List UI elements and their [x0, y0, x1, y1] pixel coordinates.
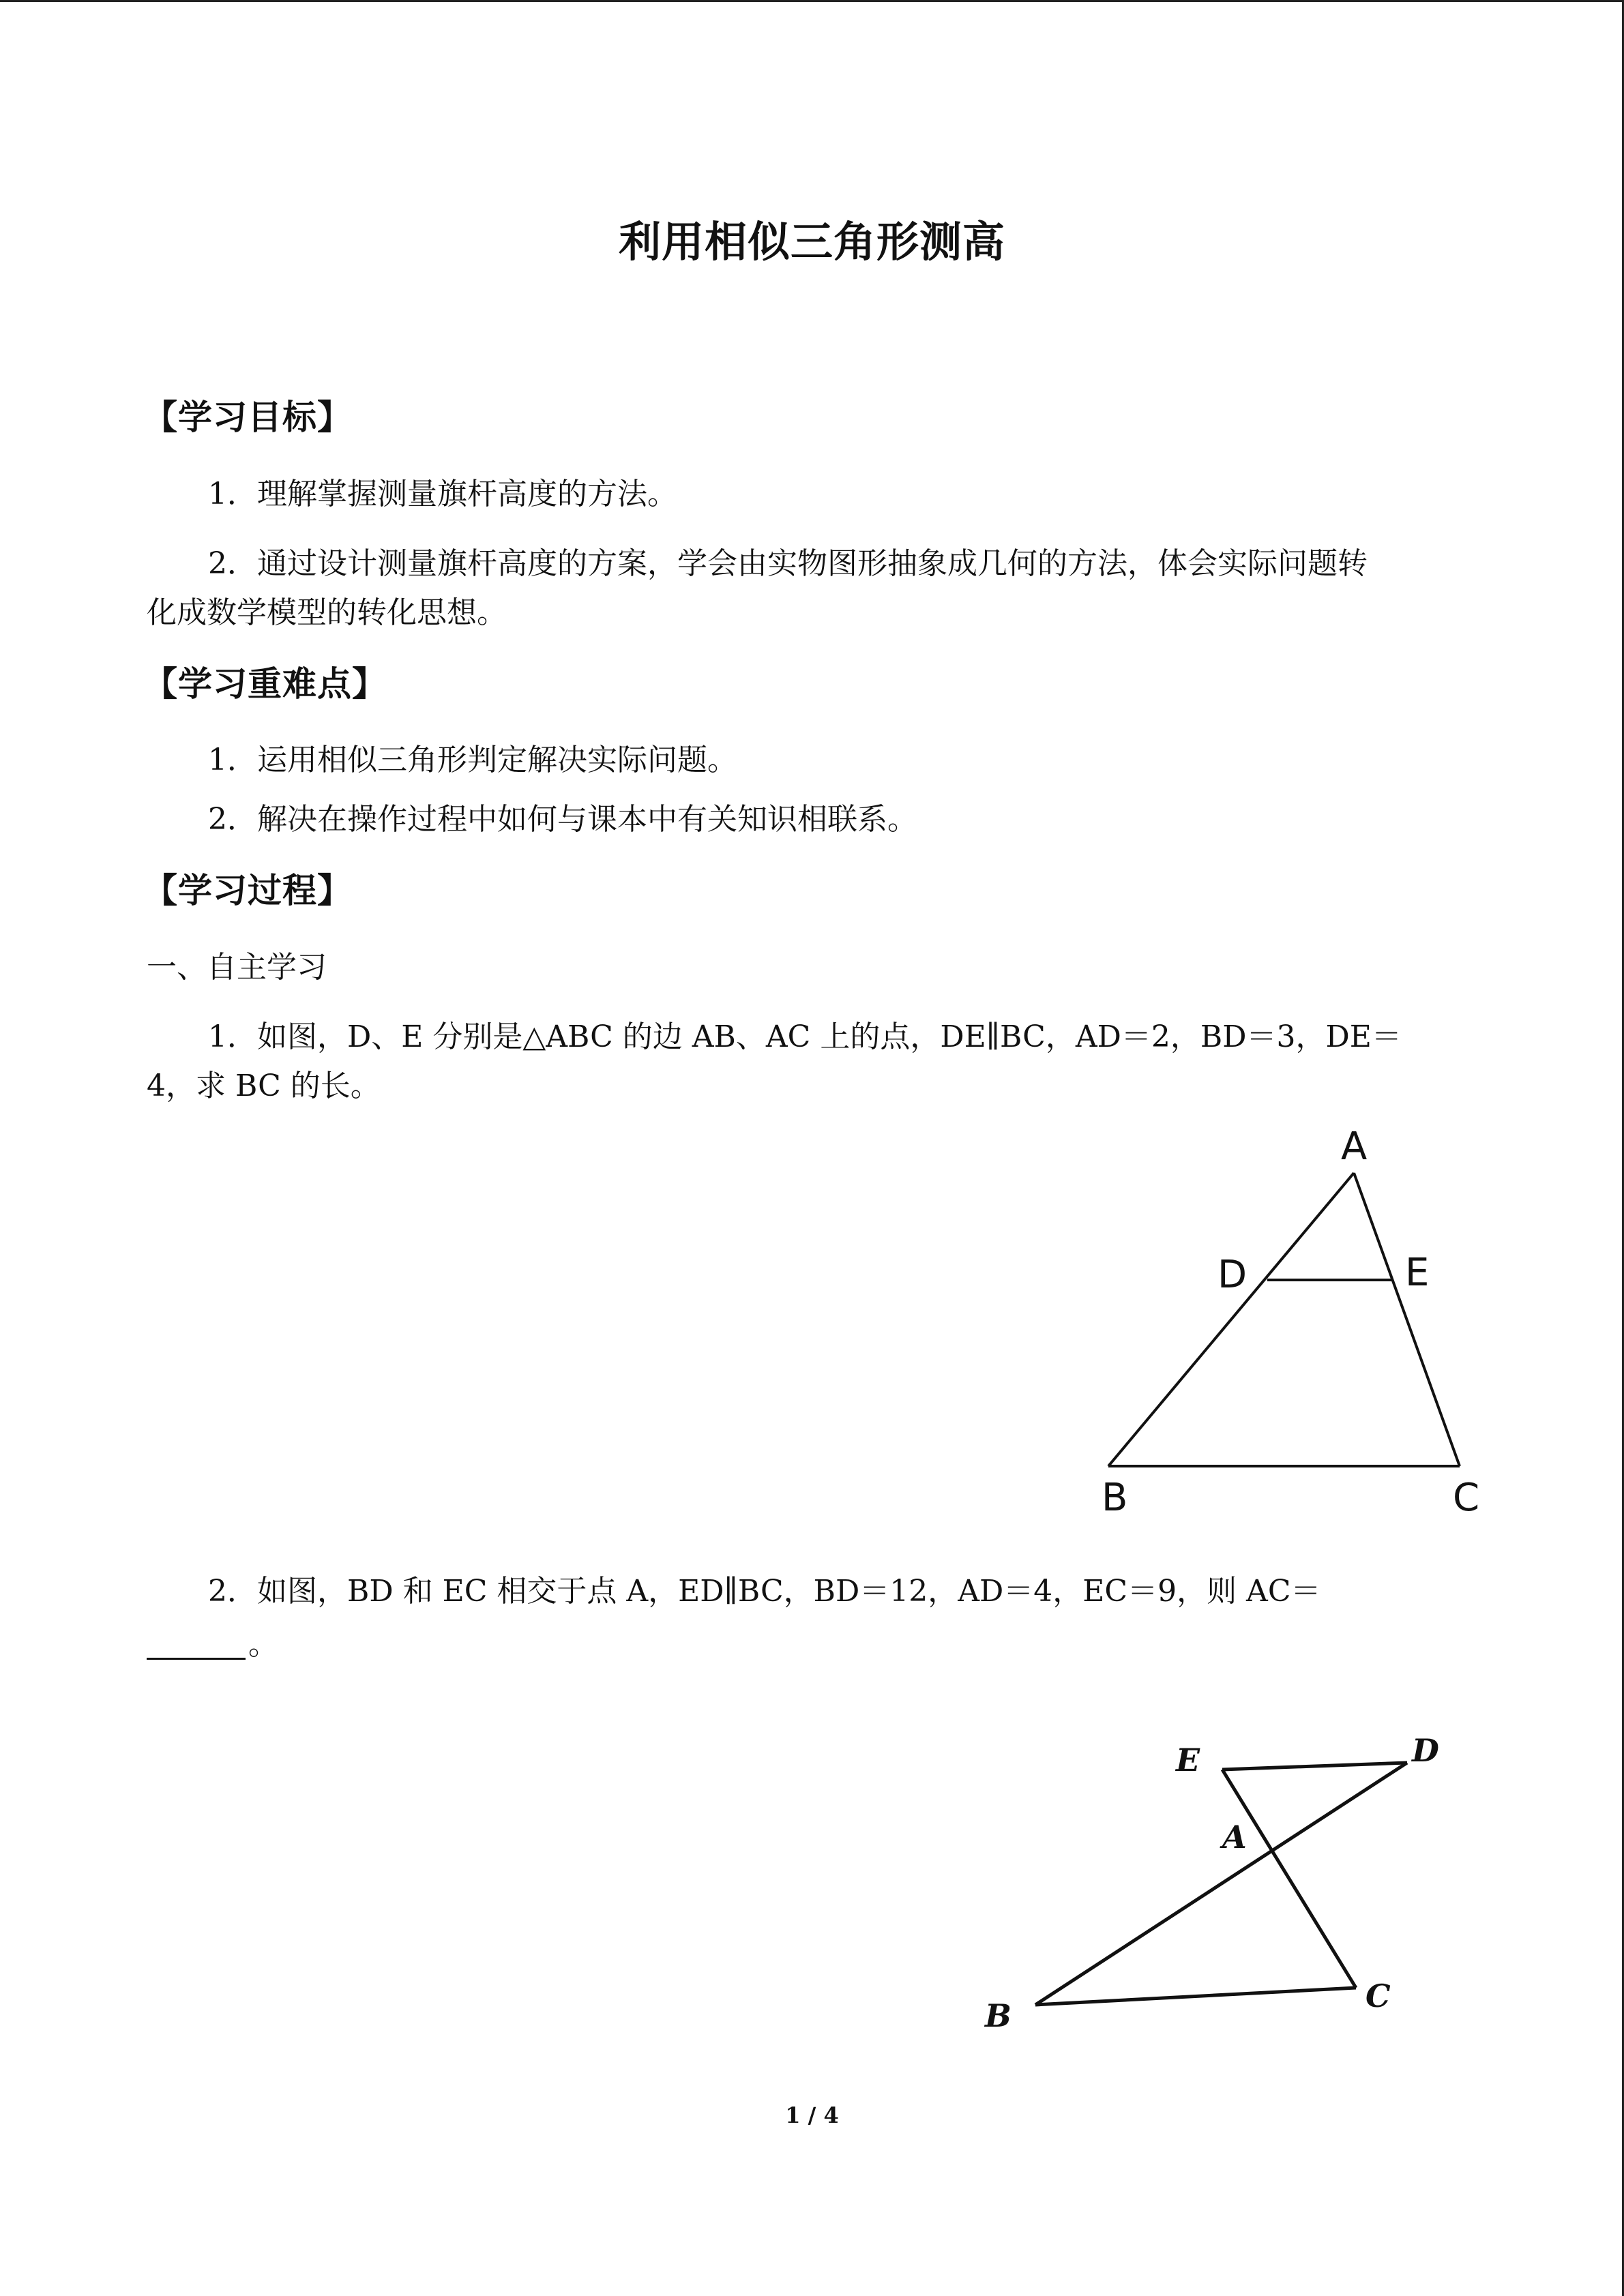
segment-bd	[1035, 1763, 1407, 2005]
label-b: B	[1102, 1476, 1128, 1520]
key-point-item-1: 1．运用相似三角形判定解决实际问题。	[208, 743, 737, 777]
label-b: B	[985, 1997, 1012, 2034]
label-e: E	[1176, 1742, 1200, 1778]
section-heading-key-points: 【学习重难点】	[143, 664, 387, 704]
label-d: D	[1217, 1253, 1247, 1297]
segment-ac	[1354, 1173, 1460, 1466]
page-title: 利用相似三角形测高	[618, 217, 1005, 267]
question-1-line-1: 1．如图，D、E 分别是△ABC 的边 AB、AC 上的点，DE∥BC，AD＝2，BD＝3，DE＝	[208, 1019, 1402, 1054]
question-2-end: 。	[248, 1627, 278, 1662]
question-2-line-2	[147, 1627, 278, 1662]
question-1-line-2: 4，求 BC 的长。	[147, 1069, 381, 1103]
question-2-line-1: 2．如图，BD 和 EC 相交于点 A，ED∥BC，BD＝12，AD＝4，EC＝9，则 AC＝	[208, 1574, 1321, 1609]
key-point-item-2: 2．解决在操作过程中如何与课本中有关知识相联系。	[208, 802, 917, 837]
goal-item-1: 1．理解掌握测量旗杆高度的方法。	[208, 477, 677, 511]
figure-intersecting-lines	[969, 1712, 1487, 2053]
label-a: A	[1341, 1124, 1368, 1169]
segment-ab	[1108, 1173, 1354, 1466]
label-c: C	[1453, 1476, 1480, 1520]
page-number: 1 / 4	[785, 2102, 839, 2128]
process-subheading: 一、自主学习	[147, 950, 327, 985]
label-e: E	[1405, 1251, 1430, 1295]
section-heading-goals: 【学习目标】	[143, 398, 352, 437]
segment-ed	[1222, 1763, 1407, 1770]
goal-item-2: 2．通过设计测量旗杆高度的方案，学会由实物图形抽象成几何的方法，体会实际问题转	[208, 546, 1368, 581]
answer-blank	[147, 1630, 246, 1660]
segment-bc	[1035, 1988, 1356, 2005]
figure-triangle-abc	[1091, 1118, 1501, 1527]
goal-item-2-continued: 化成数学模型的转化思想。	[147, 595, 507, 630]
segment-ec	[1222, 1770, 1356, 1988]
label-d: D	[1412, 1732, 1439, 1769]
label-c: C	[1365, 1978, 1391, 2014]
section-heading-process: 【学习过程】	[143, 871, 352, 910]
label-a: A	[1222, 1819, 1247, 1855]
